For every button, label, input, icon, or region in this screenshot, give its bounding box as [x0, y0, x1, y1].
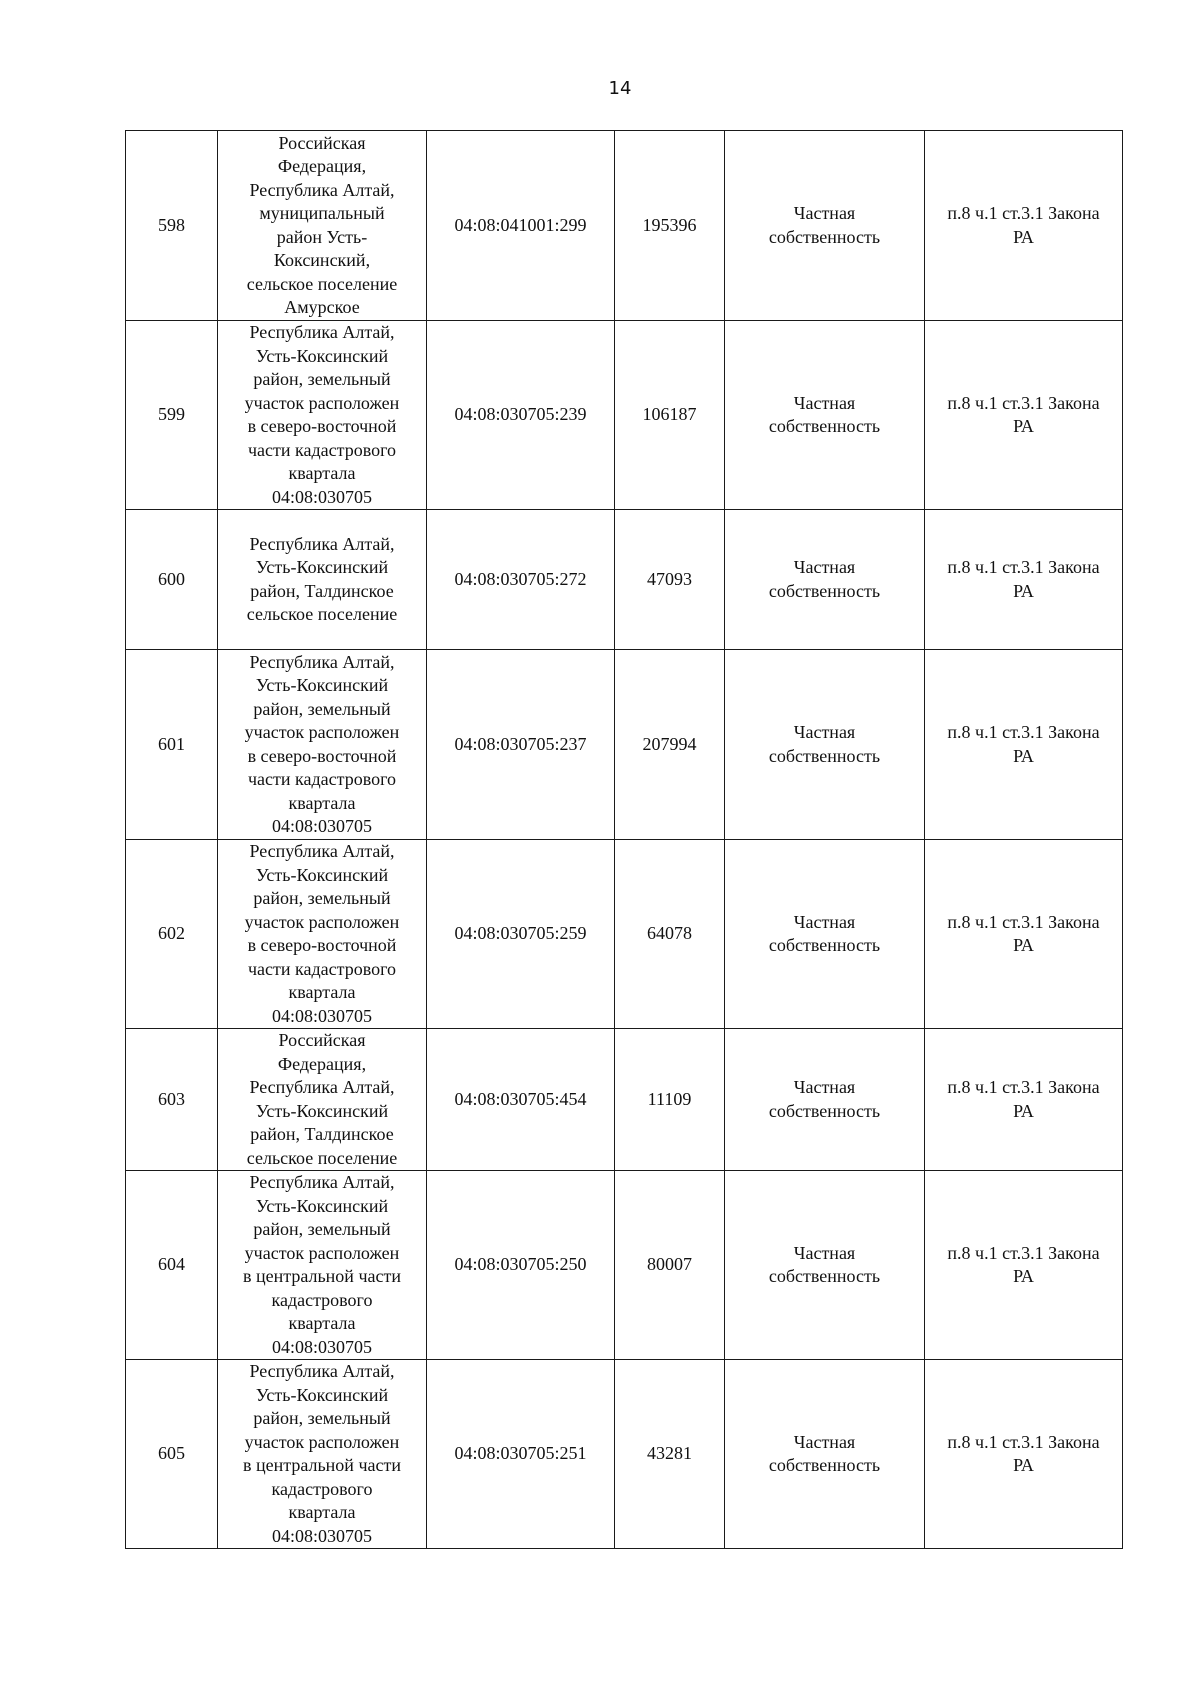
legal-basis-cell — [925, 1360, 1123, 1549]
area-value: 80007 — [615, 1171, 725, 1360]
address-line: район, земельный — [253, 888, 391, 908]
address-line: Усть-Коксинский — [255, 1100, 389, 1121]
address-line: Республика Алтай, — [249, 1172, 395, 1192]
ownership-line: Частная — [793, 203, 856, 223]
cadastral-number: 04:08:030705:454 — [427, 1029, 615, 1171]
address-line: квартала — [288, 792, 356, 813]
legal-basis-line: РА — [1013, 1100, 1034, 1121]
row-number: 600 — [126, 510, 218, 650]
row-number: 602 — [126, 840, 218, 1029]
address-line: 04:08:030705 — [271, 1005, 372, 1026]
legal-basis-line: РА — [1013, 226, 1034, 247]
address-line: район, Талдинское — [250, 1124, 394, 1144]
cadastral-number: 04:08:030705:250 — [427, 1171, 615, 1360]
address-line: район Усть- — [276, 226, 368, 247]
address-cell — [218, 131, 427, 321]
address-line: Республика Алтай, — [249, 179, 395, 200]
table-row — [126, 131, 1123, 321]
address-line: Усть-Коксинский — [255, 1384, 389, 1405]
ownership-cell — [725, 840, 925, 1029]
ownership-line: собственность — [768, 1100, 881, 1121]
legal-basis-line: п.8 ч.1 ст.3.1 Закона — [947, 911, 1100, 932]
address-line: Федерация, — [277, 1053, 367, 1074]
address-line: Федерация, — [277, 156, 367, 176]
table-row — [126, 650, 1123, 840]
address-cell — [218, 1029, 427, 1171]
address-line: Усть-Коксинский — [255, 675, 389, 695]
area-value: 43281 — [615, 1360, 725, 1549]
legal-basis-line: РА — [1013, 1266, 1034, 1286]
address-line: в центральной части — [243, 1455, 401, 1475]
ownership-line: Частная — [793, 557, 856, 577]
area-value: 195396 — [615, 131, 725, 321]
address-line: Республика Алтай, — [249, 1361, 395, 1381]
address-cell — [218, 840, 427, 1029]
address-line: кадастрового — [271, 1478, 373, 1499]
row-number: 601 — [126, 650, 218, 840]
address-line: Усть-Коксинский — [255, 557, 389, 577]
address-cell — [218, 1360, 427, 1549]
legal-basis-line: п.8 ч.1 ст.3.1 Закона — [947, 1242, 1100, 1263]
legal-basis-cell — [925, 1171, 1123, 1360]
address-line: участок расположен — [244, 911, 400, 932]
ownership-cell — [725, 650, 925, 840]
area-value: 106187 — [615, 321, 725, 510]
ownership-line: Частная — [793, 1242, 856, 1263]
cadastral-number: 04:08:030705:259 — [427, 840, 615, 1029]
address-line: район, Талдинское — [250, 580, 394, 601]
ownership-line: Частная — [793, 1077, 856, 1097]
address-line: сельское поселение — [246, 273, 398, 294]
ownership-line: собственность — [768, 226, 881, 247]
table-row — [126, 1171, 1123, 1360]
table-row — [126, 1029, 1123, 1171]
ownership-line: собственность — [768, 745, 881, 766]
address-line: участок расположен — [244, 1242, 400, 1263]
address-line: район, земельный — [253, 1219, 391, 1239]
legal-basis-line: п.8 ч.1 ст.3.1 Закона — [947, 722, 1100, 742]
address-line: квартала — [288, 463, 356, 483]
address-cell — [218, 650, 427, 840]
row-number: 605 — [126, 1360, 218, 1549]
ownership-cell — [725, 1360, 925, 1549]
address-line: муниципальный — [259, 203, 385, 223]
address-line: в северо-восточной — [247, 935, 397, 955]
legal-basis-cell — [925, 131, 1123, 321]
address-line: Коксинский, — [273, 250, 371, 270]
area-value: 207994 — [615, 650, 725, 840]
address-line: участок расположен — [244, 392, 400, 413]
cadastral-number: 04:08:030705:237 — [427, 650, 615, 840]
area-value: 11109 — [615, 1029, 725, 1171]
legal-basis-cell — [925, 1029, 1123, 1171]
address-line: квартала — [288, 1502, 356, 1522]
ownership-cell — [725, 1171, 925, 1360]
address-line: части кадастрового — [247, 958, 397, 979]
ownership-line: Частная — [793, 911, 856, 932]
row-number: 603 — [126, 1029, 218, 1171]
address-line: участок расположен — [244, 1431, 400, 1452]
legal-basis-line: п.8 ч.1 ст.3.1 Закона — [947, 1077, 1100, 1097]
row-number: 599 — [126, 321, 218, 510]
legal-basis-cell — [925, 650, 1123, 840]
address-line: Усть-Коксинский — [255, 864, 389, 885]
table-row — [126, 1360, 1123, 1549]
ownership-cell — [725, 1029, 925, 1171]
cadastral-number: 04:08:041001:299 — [427, 131, 615, 321]
ownership-cell — [725, 510, 925, 650]
address-line: кадастрового — [271, 1289, 373, 1310]
legal-basis-line: п.8 ч.1 ст.3.1 Закона — [947, 392, 1100, 413]
address-line: Республика Алтай, — [249, 533, 395, 554]
legal-basis-line: п.8 ч.1 ст.3.1 Закона — [947, 203, 1100, 223]
address-line: части кадастрового — [247, 769, 397, 789]
address-line: квартала — [288, 982, 356, 1002]
page-number: 14 — [608, 78, 632, 99]
address-line: район, земельный — [253, 369, 391, 389]
address-line: 04:08:030705 — [271, 486, 372, 507]
address-line: в северо-восточной — [247, 416, 397, 436]
legal-basis-line: РА — [1013, 1455, 1034, 1475]
ownership-cell — [725, 131, 925, 321]
table-row — [126, 510, 1123, 650]
legal-basis-line: РА — [1013, 580, 1034, 601]
address-line: 04:08:030705 — [271, 1525, 372, 1546]
land-plot-table — [125, 130, 1123, 1549]
ownership-line: собственность — [768, 1266, 881, 1286]
address-line: Амурское — [284, 297, 360, 317]
ownership-line: Частная — [793, 722, 856, 742]
cadastral-number: 04:08:030705:251 — [427, 1360, 615, 1549]
table-row — [126, 321, 1123, 510]
address-cell — [218, 1171, 427, 1360]
address-line: район, земельный — [253, 1408, 391, 1428]
ownership-line: собственность — [768, 416, 881, 436]
ownership-line: собственность — [768, 580, 881, 601]
table-row — [126, 840, 1123, 1029]
address-line: в центральной части — [243, 1266, 401, 1286]
address-line: в северо-восточной — [247, 745, 397, 766]
legal-basis-line: РА — [1013, 745, 1034, 766]
address-line: Усть-Коксинский — [255, 1195, 389, 1216]
address-line: район, земельный — [253, 698, 391, 719]
ownership-line: собственность — [768, 1455, 881, 1475]
address-line: 04:08:030705 — [271, 816, 372, 836]
address-cell — [218, 510, 427, 650]
ownership-line: Частная — [793, 1431, 856, 1452]
legal-basis-line: РА — [1013, 935, 1034, 955]
address-line: сельское поселение — [246, 1147, 398, 1168]
address-line: Республика Алтай, — [249, 651, 395, 672]
row-number: 598 — [126, 131, 218, 321]
area-value: 47093 — [615, 510, 725, 650]
address-line: квартала — [288, 1313, 356, 1333]
address-line: Республика Алтай, — [249, 322, 395, 342]
ownership-cell — [725, 321, 925, 510]
area-value: 64078 — [615, 840, 725, 1029]
address-line: сельское поселение — [246, 604, 398, 624]
cadastral-number: 04:08:030705:239 — [427, 321, 615, 510]
address-line: Республика Алтай, — [249, 841, 395, 861]
address-line: участок расположен — [244, 722, 400, 742]
legal-basis-line: РА — [1013, 416, 1034, 436]
legal-basis-line: п.8 ч.1 ст.3.1 Закона — [947, 557, 1100, 577]
legal-basis-cell — [925, 510, 1123, 650]
cadastral-number: 04:08:030705:272 — [427, 510, 615, 650]
row-number: 604 — [126, 1171, 218, 1360]
legal-basis-cell — [925, 840, 1123, 1029]
legal-basis-cell — [925, 321, 1123, 510]
address-line: Республика Алтай, — [249, 1077, 395, 1097]
legal-basis-line: п.8 ч.1 ст.3.1 Закона — [947, 1431, 1100, 1452]
address-line: 04:08:030705 — [271, 1336, 372, 1357]
address-cell — [218, 321, 427, 510]
ownership-line: Частная — [793, 392, 856, 413]
address-line: Российская — [278, 132, 366, 153]
ownership-line: собственность — [768, 935, 881, 955]
address-line: Усть-Коксинский — [255, 345, 389, 366]
address-line: части кадастрового — [247, 439, 397, 460]
address-line: Российская — [278, 1030, 366, 1050]
